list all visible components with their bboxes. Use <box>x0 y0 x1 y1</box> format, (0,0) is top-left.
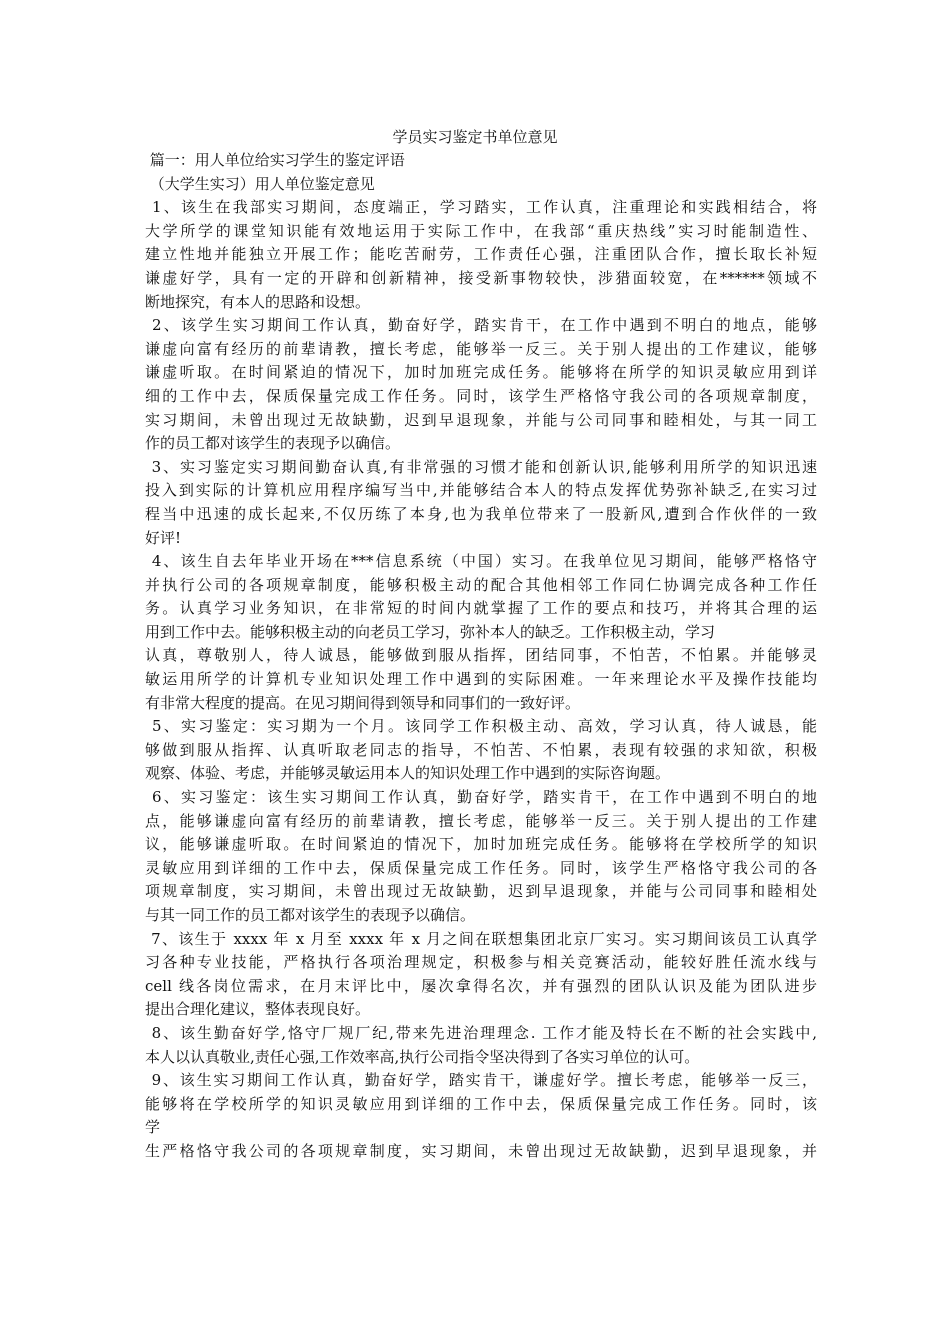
text-line: 用到工作中去。能够积极主动的向老员工学习，弥补本人的缺乏。工作积极主动，学习 <box>145 622 716 641</box>
text-line: 3、实习鉴定实习期间勤奋认真,有非常强的习惯才能和创新认识,能够利用所学的知识迅速 <box>145 457 817 476</box>
text-line: 好评! <box>145 528 182 547</box>
text-line: 项规章制度，实习期间，未曾出现过无故缺勤，迟到早退现象，并能与公司同事和睦相处 <box>145 882 817 901</box>
text-line: 6、实习鉴定：该生实习期间工作认真，勤奋好学，踏实肯干，在工作中遇到不明白的地 <box>145 788 817 807</box>
text-line: 学 <box>145 1118 161 1137</box>
text-line: 9、该生实习期间工作认真，勤奋好学，踏实肯干，谦虚好学。擅长考虑，能够举一反三， <box>145 1071 817 1090</box>
text-line: 认真，尊敬别人，待人诚恳，能够做到服从指挥，团结同事，不怕苦，不怕累。并能够灵 <box>145 646 817 665</box>
text-line: 与其一同工作的员工都对该学生的表现予以确信。 <box>145 906 476 924</box>
text-line: 2、该学生实习期间工作认真，勤奋好学，踏实肯干，在工作中遇到不明白的地点，能够 <box>145 316 817 335</box>
text-line: 谦虚向富有经历的前辈请教，擅长考虑，能够举一反三。关于别人提出的工作建议，能够 <box>145 339 817 358</box>
text-line: 7、该生于 xxxx 年 x 月至 xxxx 年 x 月之间在联想集团北京厂实习。实习期间该员工认真学 <box>145 929 817 948</box>
document-title: 学员实习鉴定书单位意见 <box>392 128 558 146</box>
text-line: 并执行公司的各项规章制度，能够积极主动的配合其他相邻工作同仁协调完成各种工作任 <box>145 575 817 594</box>
text-line: 点，能够谦虚向富有经历的前辈请教，擅长考虑，能够举一反三。关于别人提出的工作建 <box>145 811 817 830</box>
text-line: 能够将在学校所学的知识灵敏应用到详细的工作中去，保质保量完成工作任务。同时，该 <box>145 1094 817 1113</box>
text-line: 观察、体验、考虑，并能够灵敏运用本人的知识处理工作中遇到的实际咨询题。 <box>145 764 671 783</box>
text-line: 提出合理化建议，整体表现良好。 <box>145 1000 371 1019</box>
text-line: 建立性地并能独立开展工作；能吃苦耐劳，工作责任心强，注重团队合作，擅长取长补短 <box>145 245 817 264</box>
text-line: 本人以认真敬业,责任心强,工作效率高,执行公司指令坚决得到了各实习单位的认可。 <box>145 1047 700 1066</box>
text-line: （大学生实习）用人单位鉴定意见 <box>145 174 375 193</box>
text-line: 够做到服从指挥、认真听取老同志的指导，不怕苦、不怕累，表现有较强的求知欲，积极 <box>145 740 817 759</box>
text-line: 5、实习鉴定：实习期为一个月。该同学工作积极主动、高效，学习认真，待人诚恳，能 <box>145 717 817 736</box>
text-line: 习各种专业技能，严格执行各项治理规定，积极参与相关竞赛活动，能较好胜任流水线与 <box>145 953 817 972</box>
text-line: 投入到实际的计算机应用程序编写当中,并能够结合本人的特点发挥优势弥补缺乏,在实习过 <box>145 481 817 500</box>
text-line: 8、该生勤奋好学,恪守厂规厂纪,带来先进治理理念. 工作才能及特长在不断的社会实践中, <box>145 1023 817 1042</box>
text-line: 谦虚听取。在时间紧迫的情况下，加时加班完成任务。能够将在所学的知识灵敏应用到详 <box>145 363 817 382</box>
document-body <box>145 149 817 1164</box>
text-line: 生严格恪守我公司的各项规章制度，实习期间，未曾出现过无故缺勤，迟到早退现象，并 <box>145 1141 817 1160</box>
text-line: 4、该生自去年毕业开场在***信息系统（中国）实习。在我单位见习期间，能够严格恪守 <box>145 552 817 571</box>
text-line: 实习期间，未曾出现过无故缺勤，迟到早退现象，并能与公司同事和睦相处，与其一同工 <box>145 410 817 429</box>
text-line: 灵敏应用到详细的工作中去，保质保量完成工作任务。同时，该学生严格恪守我公司的各 <box>145 858 817 877</box>
text-line: 程当中迅速的成长起来,不仅历练了本身,也为我单位带来了一股新风,遭到合作伙伴的一致 <box>145 504 817 523</box>
text-line: 细的工作中去，保质保量完成工作任务。同时，该学生严格恪守我公司的各项规章制度， <box>145 386 817 405</box>
text-line: 谦虚好学，具有一定的开辟和创新精神，接受新事物较快，涉猎面较宽，在******领域不 <box>145 268 817 287</box>
text-line: cell 线各岗位需求，在月末评比中，屡次拿得名次，并有强烈的团队认识及能为团队进步 <box>145 976 817 995</box>
text-line: 大学所学的课堂知识能有效地运用于实际工作中，在我部“重庆热线”实习时能制造性、 <box>145 221 817 240</box>
text-line: 有非常大程度的提高。在见习期间得到领导和同事们的一致好评。 <box>145 693 581 712</box>
text-line: 敏运用所学的计算机专业知识处理工作中遇到的实际困难。一年来理论水平及操作技能均 <box>145 670 817 689</box>
text-line: 断地探究，有本人的思路和设想。 <box>145 292 371 311</box>
text-line: 作的员工都对该学生的表现予以确信。 <box>145 434 401 453</box>
text-line: 务。认真学习业务知识，在非常短的时间内就掌握了工作的要点和技巧，并将其合理的运 <box>145 599 817 618</box>
text-line: 1、该生在我部实习期间，态度端正，学习踏实，工作认真，注重理论和实践相结合，将 <box>145 198 817 217</box>
text-line: 议，能够谦虚听取。在时间紧迫的情况下，加时加班完成任务。能够将在学校所学的知识 <box>145 835 817 854</box>
text-line: 篇一：用人单位给实习学生的鉴定评语 <box>145 151 405 169</box>
